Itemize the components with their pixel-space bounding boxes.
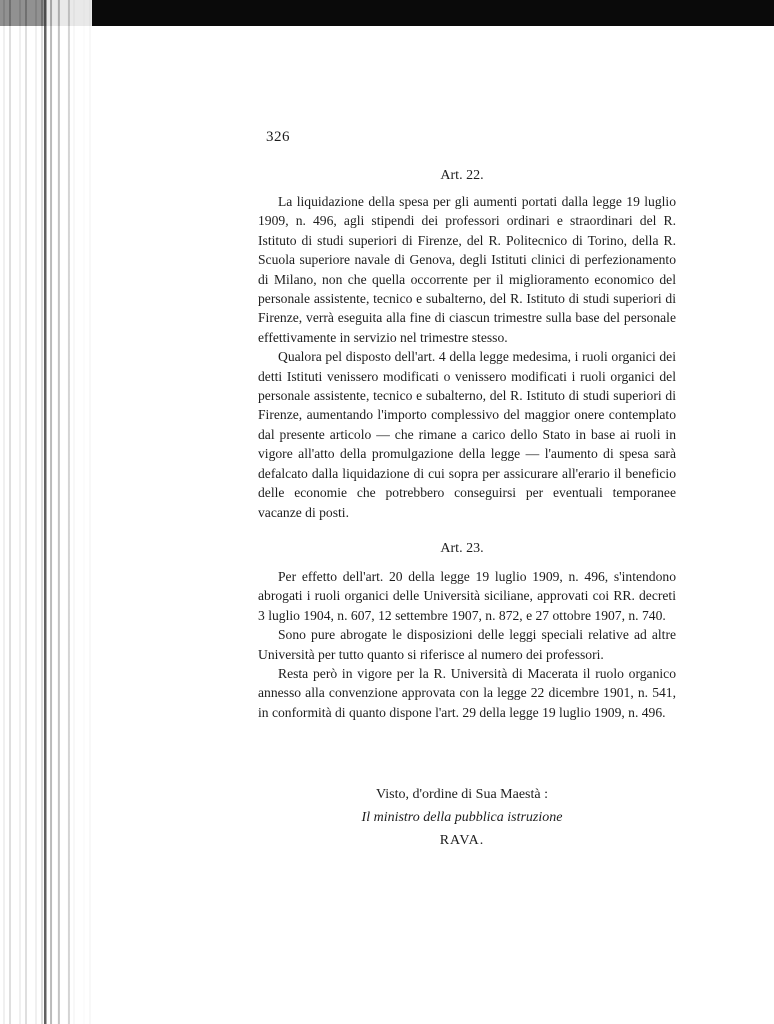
article-23-body [258, 567, 676, 722]
article-23-paragraph-1: Per effetto dell'art. 20 della legge 19 luglio 1909, n. 496, s'intendono abrogati i ruoli organici delle Università siciliane, approvati coi RR. decreti 3 luglio 1904, n. 607, 12 settembre 1907, n. 872, e 27 ottobre 1907, n. 740. [258, 569, 676, 623]
article-22-paragraph-1: La liquidazione della spesa per gli aumenti portati dalla legge 19 luglio 1909, n. 496, agli stipendi dei professori ordinari e straordinari del R. Istituto di studi superiori di Firenze, del R. Politecnico di Torino, della R. Scuola superiore navale di Genova, degli Istituti clinici di perfezionamento di Milano, non che quella occorrente per il miglioramento economico del personale assistente, tecnico e subalterno, del R. Istituto di studi superiori di Firenze, verrà eseguita alla fine di ciascun trimestre sulla base del personale effettivamente in servizio nel trimestre stesso. [258, 194, 676, 345]
article-23-paragraph-2: Sono pure abrogate le disposizioni delle leggi speciali relative ad altre Università per tutto quanto si riferisce al numero dei professori. [258, 627, 676, 662]
signature-visto: Visto, d'ordine di Sua Maestà : [376, 787, 548, 802]
article-22-heading: Art. 22. [440, 168, 484, 183]
page-number: 326 [266, 129, 290, 145]
article-23-paragraph-3: Resta però in vigore per la R. Università di Macerata il ruolo organico annesso alla convenzione approvata con la legge 22 dicembre 1901, n. 541, in conformità di quanto dispone l'art. 29 della legge 19 luglio 1909, n. 496. [258, 666, 676, 720]
signature-minister-title: Il ministro della pubblica istruzione [361, 810, 563, 825]
article-23-heading: Art. 23. [440, 541, 484, 556]
article-22-body [258, 192, 676, 522]
signature-name: RAVA. [439, 833, 485, 848]
book-binding-edge [44, 0, 92, 1024]
scan-top-border [0, 0, 774, 26]
article-22-paragraph-2: Qualora pel disposto dell'art. 4 della legge medesima, i ruoli organici dei detti Istituti venissero modificati o venissero modificati i ruoli organici del personale assistente, tecnico e subalterno, del R. Istituto di studi superiori di Firenze, aumentando l'importo complessivo del maggior onere contemplato dal presente articolo — che rimane a carico dello Stato in base ai ruoli in vigore all'atto della promulgazione della legge — l'aumento di spesa sarà defalcato dalla liquidazione di cui sopra per assicurare all'erario il beneficio delle economie che potrebbero conseguirsi per eventuali temporanee vacanze di posti. [258, 349, 676, 520]
